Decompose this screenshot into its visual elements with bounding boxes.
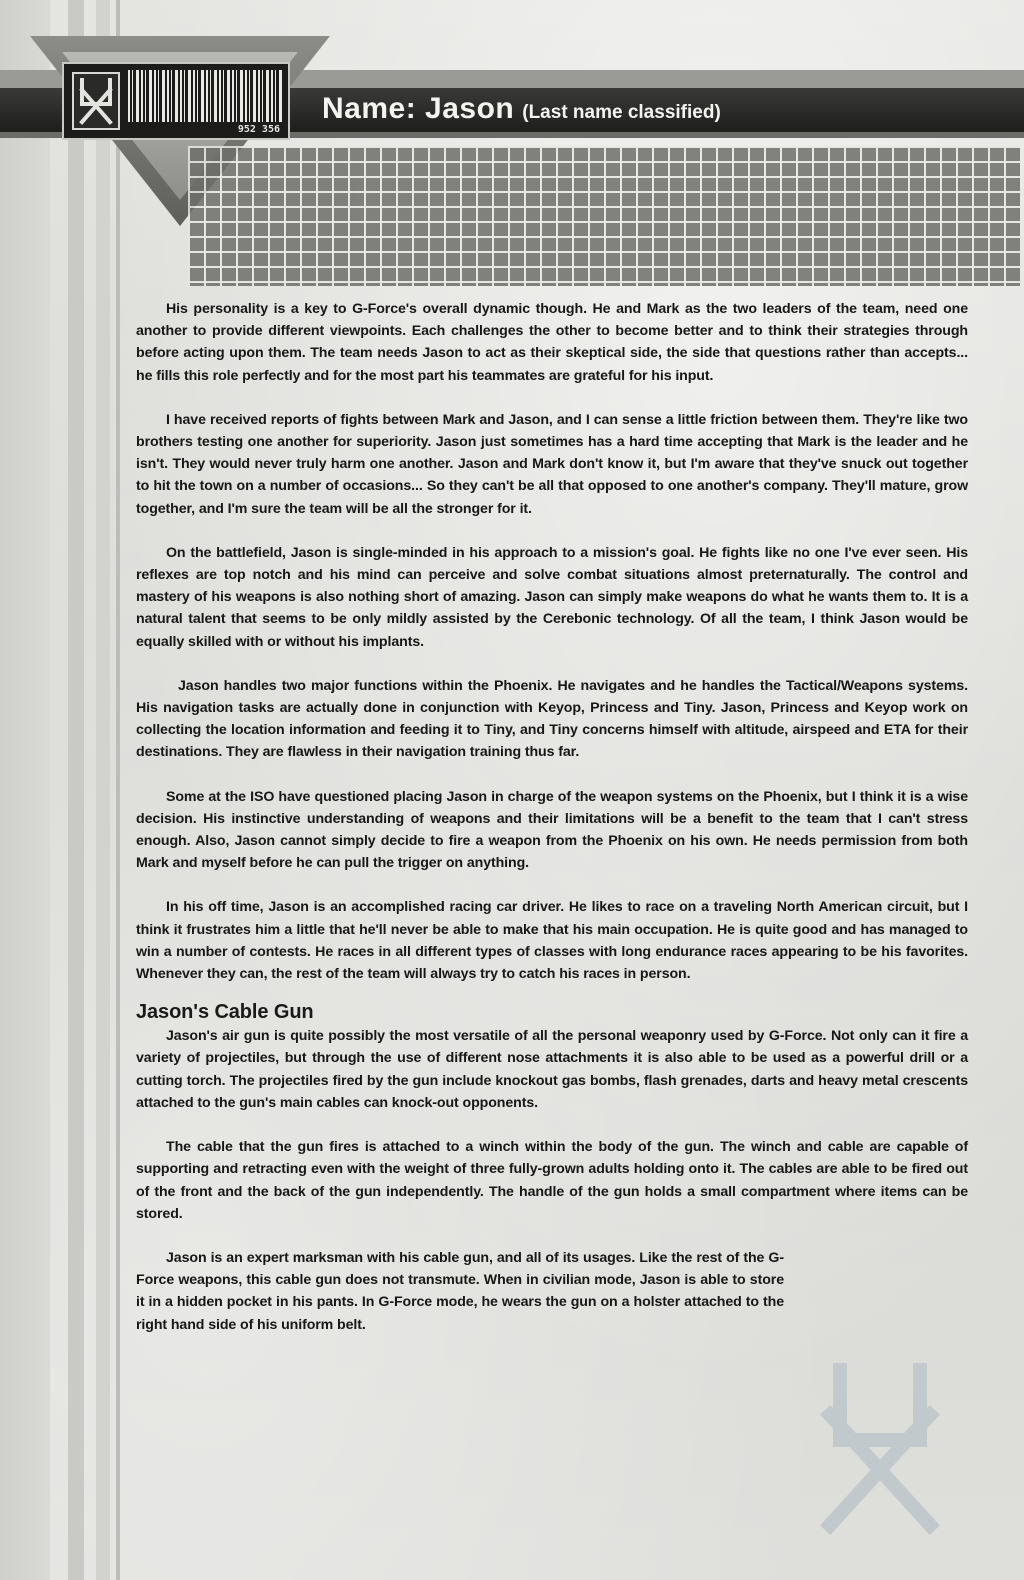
paragraph: Jason is an expert marksman with his cable gun, and all of its usages. Like the rest of the G-Force weapons, this cable gun does not transmute. When in civilian mode, Jason is able to store it in a hidden pocket in his pants. In G-Force mode, he wears the gun on a holster attached to the right hand side of his uniform belt. (136, 1249, 784, 1333)
paragraph: The cable that the gun fires is attached to a winch within the body of the gun. The winch and cable are capable of supporting and retracting even with the weight of three fully-grown adults holding onto it. The cables are able to be fired out of the front and the back of the gun independently. The handle of the gun holds a small compartment where items can be stored. (136, 1139, 968, 1222)
title-name: Name: Jason (322, 92, 515, 125)
barcode-number: 952 356 (237, 124, 280, 135)
paragraph: I have received reports of fights between Mark and Jason, and I can sense a little friction between them. They're like two brothers testing one another for superiority. Jason just sometimes has a hard time accepting that Mark is the leader and he isn't. They would never truly harm one another. Jason and Mark don't know it, but I'm aware that they've snuck out together to hit the town on a number of occasions... So they can't be all that opposed to one another's company. They'll mature, grow together, and I'm sure the team will be all the stronger for it. (136, 411, 968, 517)
left-stripe (68, 0, 84, 1580)
article-body (136, 298, 968, 1358)
paragraph: Some at the ISO have questioned placing Jason in charge of the weapon systems on the Phoenix, but I think it is a wise decision. His instinctive understanding of weapons and their limitations will be a benefit to the team that I can't stress enough. Also, Jason cannot simply decide to fire a weapon from the Phoenix on his own. He needs permission from both Mark and myself before he can pull the trigger on anything. (136, 788, 968, 872)
header-grid (188, 146, 1020, 286)
paragraph: His personality is a key to G-Force's overall dynamic though. He and Mark as the two leaders of the team, need one another to provide different viewpoints. Each challenges the other to become better and to think their strategies through before acting upon them. The team needs Jason to act as their skeptical side, the side that questions rather than accepts... he fills this role perfectly and for the most part his teammates are grateful for his input. (136, 301, 968, 384)
left-stripe (116, 0, 120, 1580)
left-stripe (96, 0, 110, 1580)
left-stripe (0, 0, 50, 1580)
barcode-badge (62, 62, 290, 140)
barcode (128, 70, 284, 122)
paragraph: Jason's air gun is quite possibly the most versatile of all the personal weaponry used by G-Force. Not only can it fire a variety of projectiles, but through the use of different nose attachments it is also able to be used as a powerful drill or a cutting torch. The projectiles fired by the gun include knockout gas bombs, flash grenades, darts and heavy metal crescents attached to the gun's main cables can knock-out opponents. (136, 1028, 968, 1111)
gforce-emblem-icon (72, 72, 120, 130)
page-title (322, 86, 721, 132)
title-subtitle: (Last name classified) (522, 102, 721, 123)
paragraph: On the battlefield, Jason is single-minded in his approach to a mission's goal. He fights like no one I've ever seen. His reflexes are top notch and his mind can perceive and solve combat situations almost preternaturally. The control and mastery of his weapons is also nothing short of amazing. Jason can simply make weapons do what he wants them to. It is a natural talent that seems to be only mildly assisted by the Cerebonic technology. Of all the team, I think Jason would be equally skilled with or without his implants. (136, 544, 968, 650)
gforce-watermark-icon (810, 1360, 950, 1540)
section-heading: Jason's Cable Gun (136, 1001, 314, 1024)
paragraph: In his off time, Jason is an accomplished racing car driver. He likes to race on a traveling North American circuit, but I think it frustrates him a little that he'll never be able to make that his main occupation. He is quite good and has managed to win a number of contests. He races in all different types of classes with long endurance races appearing to be his favorites. Whenever they can, the rest of the team will always try to catch his races in person. (136, 899, 968, 983)
paragraph: Jason handles two major functions within the Phoenix. He navigates and he handles the Tactical/Weapons systems. His navigation tasks are actually done in conjunction with Keyop, Princess and Tiny. Jason, Princess and Keyop work on collecting the location information and feeding it to Tiny, and Tiny concerns himself with altitude, airspeed and ETA for their destinations. They are flawless in their navigation training thus far. (136, 677, 968, 761)
